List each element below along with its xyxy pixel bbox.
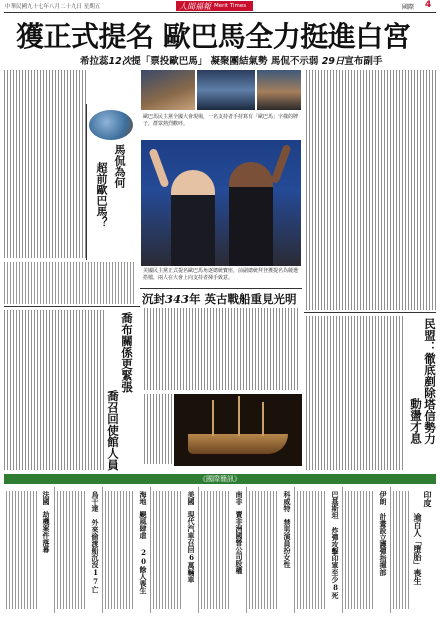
ship-mast-1	[212, 400, 214, 436]
left-body-text-lower	[4, 262, 134, 304]
ship-headline-number: 343	[165, 292, 190, 306]
deck-part: 12次	[108, 56, 132, 67]
masthead-logo	[176, 1, 253, 11]
ship-headline-suffix: 年 英古戰船重見光明	[189, 292, 297, 306]
brief-title: 賣非洲國營公司股權	[235, 511, 244, 574]
left-story-rule	[4, 306, 140, 307]
side-story-title-b: 超前歐巴馬？	[95, 162, 108, 228]
right-story-rule	[304, 312, 436, 313]
dateline: 中華民國九十七年八月二十九日 星期五	[5, 4, 101, 10]
brief-place: 巴基斯坦	[331, 491, 340, 519]
deck-part: 宣布副手	[344, 56, 383, 67]
briefs-banner-label: 《國際簡訊》	[199, 475, 241, 483]
brief-place: 烏干達	[91, 491, 100, 512]
masthead-name: 人間福報	[179, 1, 211, 11]
raised-arm-right	[270, 144, 291, 184]
left-story-title-a: 喬布關係更緊張	[120, 312, 134, 393]
masthead-english: Merit Times	[214, 3, 247, 9]
top-photo-portrait	[257, 70, 301, 110]
right-story-title-a: 民盟：徹底剷除塔信勢力	[423, 318, 437, 445]
deck-part: 提「票投歐巴馬」 凝聚團結氣勢 馬侃不示弱	[131, 56, 322, 67]
brief-item	[342, 487, 391, 613]
briefs-row	[4, 487, 436, 613]
section-label: 國際	[402, 4, 415, 11]
right-story-title-b: 動盪才息	[409, 398, 423, 444]
deck-part: 希拉蕊	[80, 56, 109, 67]
side-story-box	[86, 104, 137, 260]
brief-text	[105, 491, 135, 609]
brief-text	[345, 491, 375, 609]
briefs-banner	[4, 474, 436, 484]
top-photo-sign	[197, 70, 255, 110]
brief-place: 海地	[139, 491, 148, 505]
brief-place: 法國	[42, 491, 51, 505]
brief-item	[54, 487, 103, 613]
ship-photo	[174, 394, 302, 466]
ship-rule	[140, 288, 302, 289]
top-photos-caption: 歐巴馬民主黨全國大會現場，一名支持者手持寫有「歐巴馬」字樣的牌子，群眾熱烈歡呼。	[143, 114, 299, 127]
left-story-body	[4, 310, 104, 470]
brief-text	[6, 491, 38, 609]
brief-title: 劫機案件落幕	[42, 511, 51, 553]
ship-hull	[188, 434, 288, 454]
main-photo-caption: 美國民主黨正式提名歐巴馬角逐總統寶座，前副總統拜登獲提名為競選搭檔，兩人在大會上向支持者揮手致意。	[143, 268, 299, 281]
side-story-title-a: 馬侃為何	[113, 144, 126, 188]
brief-item	[4, 487, 54, 613]
brief-place: 美國	[187, 491, 196, 505]
brief-title: 炸彈攻擊印軍至少8死	[331, 527, 340, 599]
brief-title: 現代汽車召回6萬輛車	[187, 511, 196, 583]
main-photo	[141, 140, 301, 266]
brief-title: 禁男演員扮女性	[283, 519, 292, 568]
brief-title: 外來偷渡船沉沒17亡	[91, 519, 100, 593]
brief-title: 颶風肆虐 20餘人喪生	[139, 511, 148, 594]
brief-text	[153, 491, 183, 609]
brief-place: 南非	[235, 491, 244, 505]
brief-text	[57, 491, 87, 609]
person-biden	[171, 170, 215, 266]
brief-text	[249, 491, 279, 609]
ship-mast-2	[238, 396, 240, 436]
main-headline: 獲正式提名 歐巴馬全力挺進白宮	[16, 20, 411, 53]
brief-far-right-place: 印度	[423, 491, 433, 507]
left-story-title-b: 喬召回使館人員	[106, 390, 120, 471]
ship-body-text	[144, 308, 300, 390]
brief-item	[294, 487, 343, 613]
brief-title: 計畫設立護彈指揮部	[379, 513, 388, 576]
right-story-body	[306, 316, 404, 470]
left-body-text	[4, 70, 88, 258]
top-photo-crowd	[141, 70, 195, 110]
brief-place: 科威特	[283, 491, 292, 512]
earth-hands-image	[89, 110, 133, 140]
right-body-text	[306, 70, 436, 310]
brief-text	[201, 491, 231, 609]
headline-deck	[80, 53, 382, 67]
person-obama	[229, 162, 273, 266]
ship-headline-prefix: 沉封	[142, 292, 165, 306]
brief-far-right-title: 逾百人「墮胎」喪生	[413, 513, 423, 585]
raised-arm-left	[148, 148, 169, 188]
brief-far-right-text	[393, 491, 411, 609]
deck-part: 29日	[321, 56, 345, 67]
ship-headline	[142, 291, 297, 307]
ship-mast-3	[262, 402, 264, 436]
brief-far-right	[390, 487, 437, 613]
brief-text	[297, 491, 327, 609]
brief-item	[102, 487, 151, 613]
brief-item	[150, 487, 199, 613]
page-number: 4	[425, 0, 432, 10]
brief-item	[198, 487, 247, 613]
brief-place: 伊朗	[379, 491, 388, 505]
ship-body-text-lower	[144, 394, 172, 464]
top-rule	[4, 12, 436, 13]
brief-item	[246, 487, 295, 613]
